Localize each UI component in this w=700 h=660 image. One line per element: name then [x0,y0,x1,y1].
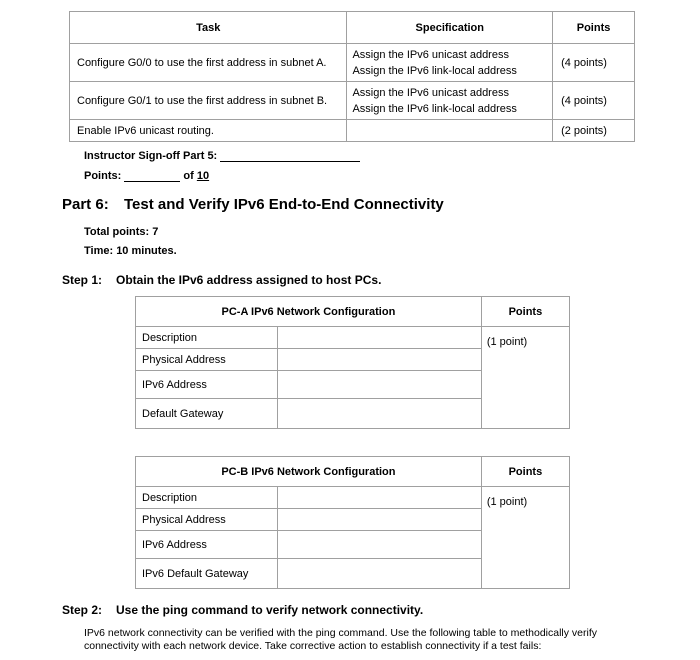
points-cell: (2 points) [553,120,635,142]
task-table [69,11,635,142]
spec-cell [347,44,553,82]
table-row [136,327,570,349]
part6-heading [62,196,444,213]
value-cell[interactable] [277,509,481,531]
table-row [70,82,635,120]
spec-cell-empty [347,120,553,142]
row-label: IPv6 Address [136,371,278,399]
value-cell[interactable] [277,399,481,429]
points-cell: (1 point) [481,327,569,429]
pc-table-header [136,297,570,327]
total-points: Total points: 7 [84,226,159,238]
header-task: Task [70,12,347,44]
header-specification: Specification [347,12,553,44]
part-title: Test and Verify IPv6 End-to-End Connectivity [124,196,444,213]
pc-b-config-table [135,456,570,589]
table-row [70,120,635,142]
points-cell: (4 points) [553,82,635,120]
points-blank[interactable] [124,170,180,182]
points-header: Points [481,297,569,327]
step-title: Use the ping command to verify network connectivity. [116,603,424,617]
task-table-header [70,12,635,44]
value-cell[interactable] [277,371,481,399]
pc-a-config-table [135,296,570,429]
row-label: Description [136,487,278,509]
signoff-blank[interactable] [220,150,360,162]
value-cell[interactable] [277,349,481,371]
task-cell: Enable IPv6 unicast routing. [70,120,347,142]
points-label: Points: [84,170,122,182]
of-text: of [183,170,194,182]
step2-paragraph: IPv6 network connectivity can be verified with the ping command. Use the following table to methodically verify connectivity with each network device. Take corrective action to establish connectivity if a test fails: [84,627,598,652]
row-label: Physical Address [136,509,278,531]
value-cell[interactable] [277,559,481,589]
points-cell: (1 point) [481,487,569,589]
step1-heading [62,273,381,287]
header-points: Points [553,12,635,44]
points-total: 10 [196,170,210,182]
spec-line: Assign the IPv6 unicast address [352,86,509,99]
step-number: Step 2: [62,603,103,617]
time-limit: Time: 10 minutes. [84,245,177,257]
step-number: Step 1: [62,273,103,287]
spec-line: Assign the IPv6 link-local address [352,102,517,115]
pc-table-title: PC-B IPv6 Network Configuration [136,457,482,487]
table-row [136,487,570,509]
task-cell: Configure G0/0 to use the first address in subnet A. [70,44,347,82]
pc-table-title: PC-A IPv6 Network Configuration [136,297,482,327]
row-label: Description [136,327,278,349]
signoff-line [84,150,360,162]
step-title: Obtain the IPv6 address assigned to host PCs. [116,273,382,287]
value-cell[interactable] [277,327,481,349]
value-cell[interactable] [277,531,481,559]
step2-heading [62,603,423,617]
value-cell[interactable] [277,487,481,509]
task-cell: Configure G0/1 to use the first address in subnet B. [70,82,347,120]
points-header: Points [481,457,569,487]
points-line [84,170,209,182]
pc-table-header [136,457,570,487]
spec-line: Assign the IPv6 unicast address [352,48,509,61]
spec-line: Assign the IPv6 link-local address [352,64,517,77]
spec-cell [347,82,553,120]
row-label: IPv6 Default Gateway [136,559,278,589]
signoff-label: Instructor Sign-off Part 5: [84,150,218,162]
row-label: IPv6 Address [136,531,278,559]
table-row [70,44,635,82]
part-number: Part 6: [62,196,109,213]
row-label: Default Gateway [136,399,278,429]
row-label: Physical Address [136,349,278,371]
points-cell: (4 points) [553,44,635,82]
